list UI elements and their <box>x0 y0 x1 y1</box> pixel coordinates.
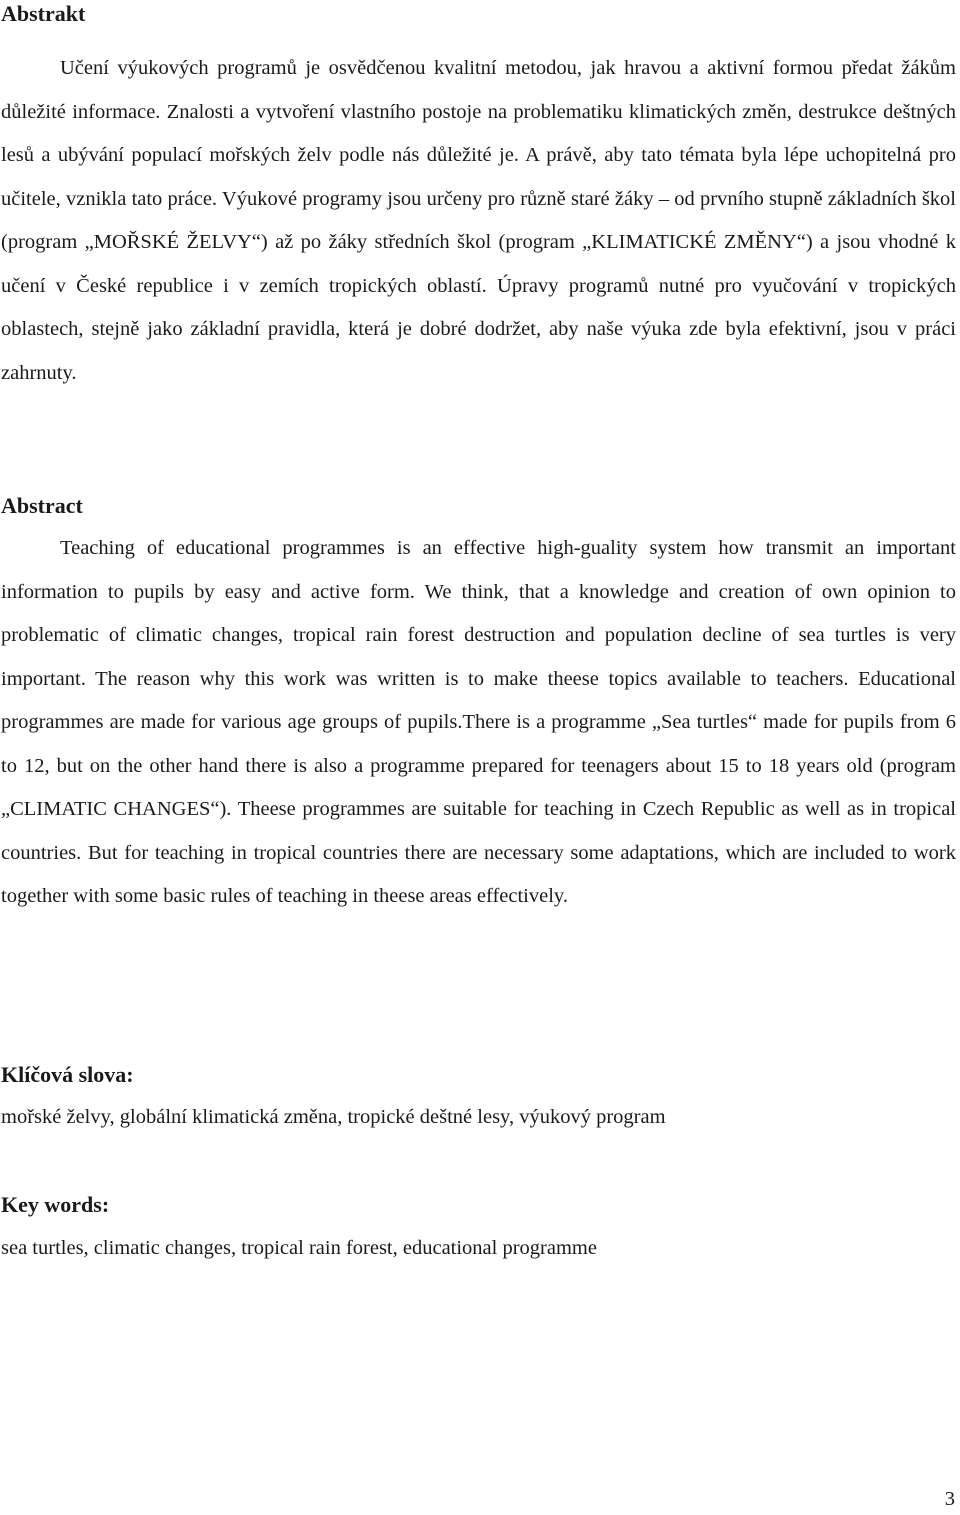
abstrakt-heading: Abstrakt <box>1 1 86 26</box>
key-words-text: sea turtles, climatic changes, tropical rain forest, educational programme <box>1 1237 597 1259</box>
abstract-heading: Abstract <box>1 493 83 518</box>
key-words-heading: Key words: <box>1 1192 110 1217</box>
klicova-slova-heading: Klíčová slova: <box>1 1062 134 1087</box>
klicova-slova-text: mořské želvy, globální klimatická změna, tropické deštné lesy, výukový program <box>1 1106 666 1128</box>
abstract-paragraph: Teaching of educational programmes is an effective high-guality system how transmit an important information to pupils by easy and active form. We think, that a knowledge and creation of own opinion to problematic of climatic changes, tropical rain forest destruction and population decline of sea turtles is very important. The reason why this work was written is to make theese topics available to teachers. Educational programmes are made for various age groups of pupils.There is a programme „Sea turtles“ made for pupils from 6 to 12, but on the other hand there is also a programme prepared for teenagers about 15 to 18 years old (program „CLIMATIC CHANGES“). Theese programmes are suitable for teaching in Czech Republic as well as in tropical countries. But for teaching in tropical countries there are necessary some adaptations, which are included to work together with some basic rules of teaching in theese areas effectively. <box>1 537 956 907</box>
page-number: 3 <box>944 1488 955 1510</box>
abstrakt-paragraph: Učení výukových programů je osvědčenou kvalitní metodou, jak hravou a aktivní formou předat žákům důležité informace. Znalosti a vytvoření vlastního postoje na problematiku klimatických změn, destrukce deštných lesů a ubývání populací mořských želv podle nás důležité je. A právě, aby tato témata byla lépe uchopitelná pro učitele, vznikla tato práce. Výukové programy jsou určeny pro různě staré žáky – od prvního stupně základních škol (program „MOŘSKÉ ŽELVY“) až po žáky středních škol (program „KLIMATICKÉ ZMĚNY“) a jsou vhodné k učení v České republice i v zemích tropických oblastí. Úpravy programů nutné pro vyučování v tropických oblastech, stejně jako základní pravidla, která je dobré dodržet, aby naše výuka zde byla efektivní, jsou v práci zahrnuty. <box>1 57 956 384</box>
